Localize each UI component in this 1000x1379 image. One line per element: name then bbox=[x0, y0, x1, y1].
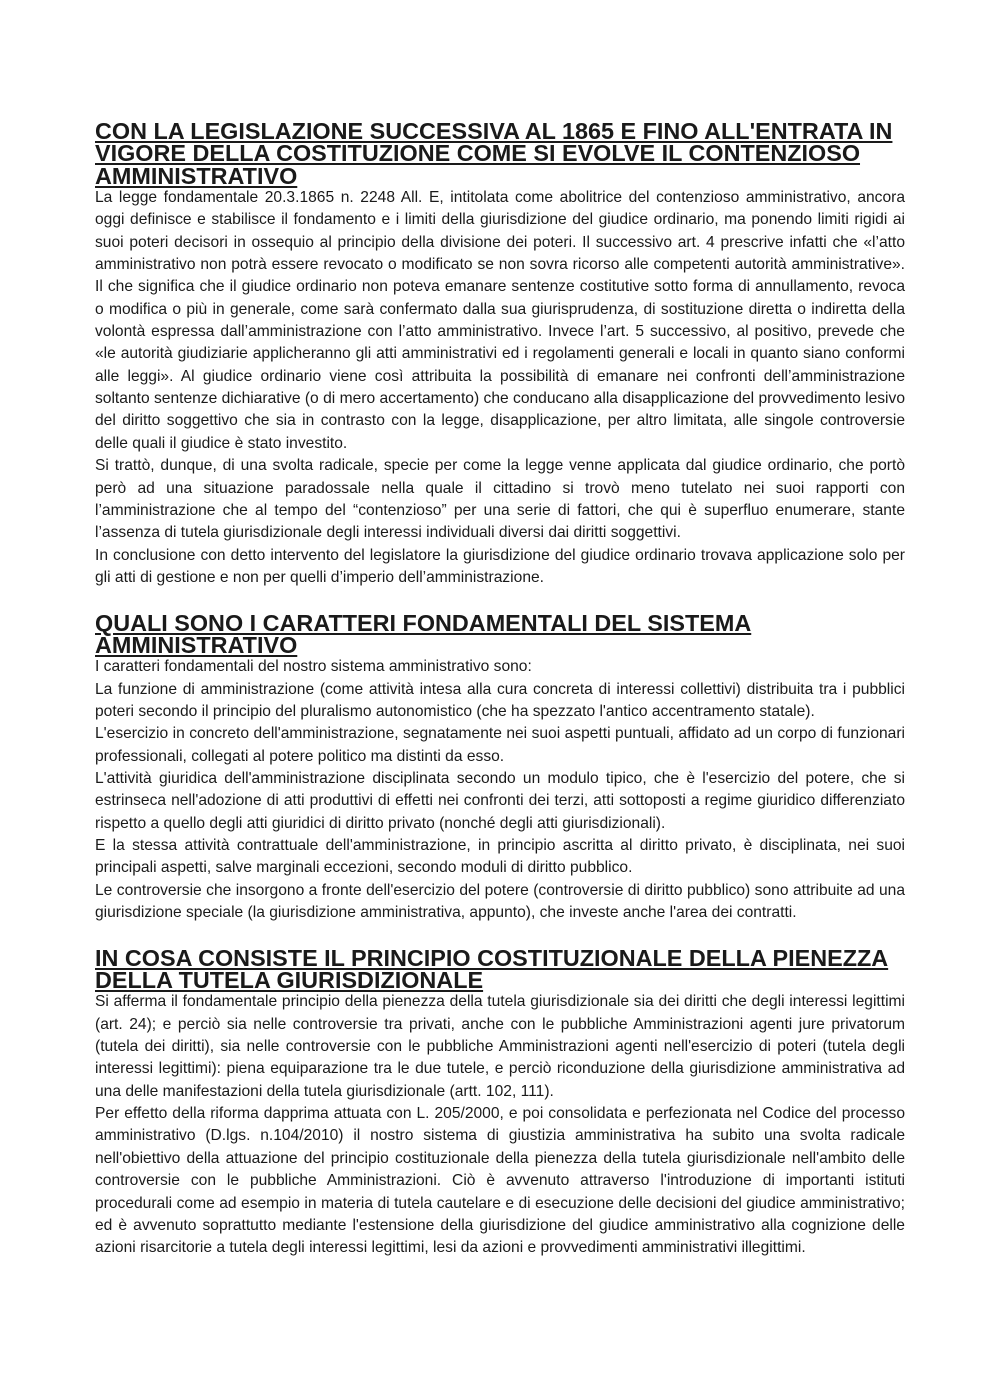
document-page bbox=[95, 120, 905, 1260]
paragraph: E la stessa attività contrattuale dell'amministrazione, in principio ascritta al diritto privato, è disciplinata, nei suoi principali aspetti, salve marginali eccezioni, secondo moduli di diritto pubblico. bbox=[95, 837, 905, 877]
paragraph: In conclusione con detto intervento del legislatore la giurisdizione del giudice ordinario trovava applicazione solo per gli atti di gestione e non per quelli d’imperio dell’amministrazione. bbox=[95, 546, 905, 586]
paragraph: L'attività giuridica dell'amministrazione disciplinata secondo un modulo tipico, che è l'esercizio del potere, che si estrinseca nell'adozione di atti produttivi di effetti nei confronti dei terzi, atti sottoposti a regime giuridico differenziato rispetto a quello degli atti giuridici di diritto privato (nonché degli atti giurisdizionali). bbox=[95, 769, 905, 832]
paragraph: La legge fondamentale 20.3.1865 n. 2248 All. E, intitolata come abolitrice del contenzioso amministrativo, ancora oggi definisce e stabilisce il fondamento e i limiti della giurisdizione del giudice ordinario, ma ponendo limiti rigidi ai suoi poteri decisori in ossequio al principio della divisione dei poteri. Il successivo art. 4 prescrive infatti che «l’atto amministrativo non potrà essere revocato o modificato se non sovra ricorso alle competenti autorità amministrative». Il che significa che il giudice ordinario non poteva emanare sentenze costitutive sotto forma di annullamento, revoca o modifica o più in generale, come sarà confermato dalla sua giurisprudenza, di sostituzione diretta o indiretta della volontà espressa dall’amministrazione con l’atto amministrativo. Invece l’art. 5 successivo, al positivo, prevede che «le autorità giudiziarie applicheranno gli atti amministrativi ed i regolamenti generali e locali in quanto siano conformi alle leggi». Al giudice ordinario viene così attribuita la possibilità di emanare nei confronti dell’amministrazione soltanto sentenze dichiarative (o di mero accertamento) che conducano alla disapplicazione del provvedimento lesivo del diritto soggettivo che sia in contrasto con la legge, disapplicazione, per altro limitata, alle singole controversie delle quali il giudice è stato investito. bbox=[95, 189, 905, 452]
paragraph: La funzione di amministrazione (come attività intesa alla cura concreta di interessi collettivi) distribuita tra i pubblici poteri secondo il principio del pluralismo autonomistico (che ha spezzato l'antico accentramento statale). bbox=[95, 680, 905, 720]
paragraph: I caratteri fondamentali del nostro sistema amministrativo sono: bbox=[95, 658, 532, 676]
paragraph: Le controversie che insorgono a fronte dell'esercizio del potere (controversie di diritto pubblico) sono attribuite ad una giurisdizione speciale (la giurisdizione amministrativa, appunto), che investe anche l'area dei contratti. bbox=[95, 881, 905, 922]
paragraph: Si afferma il fondamentale principio della pienezza della tutela giurisdizionale sia dei diritti che degli interessi legittimi (art. 24); e perciò sia nelle controversie tra privati, anche con le pubbliche Amministrazioni agenti jure privatorum (tutela dei diritti), sia nelle controversie con le pubbliche Amministrazioni agenti nell'esercizio di poteri (tutela degli interessi legittimi): piena equiparazione tra le due tutele, e perciò riconduzione della giurisdizione amministrativa ad una delle manifestazioni della tutela giurisdizionale (artt. 102, 111). bbox=[95, 993, 905, 1100]
section-caratteri-fondamentali bbox=[95, 609, 905, 925]
paragraph: L'esercizio in concreto dell'amministrazione, segnatamente nei suoi aspetti puntuali, affidato ad un corpo di funzionari professionali, collegati al potere politico ma distinti da esso. bbox=[95, 725, 905, 765]
section-heading: IN COSA CONSISTE IL PRINCIPIO COSTITUZIONALE DELLA PIENEZZA DELLA TUTELA GIURISDIZIONALE bbox=[95, 944, 889, 994]
section-pienezza-tutela bbox=[95, 944, 905, 1260]
paragraph: Per effetto della riforma dapprima attuata con L. 205/2000, e poi consolidata e perfezionata nel Codice del processo amministrativo (D.lgs. n.104/2010) il nostro sistema di giustizia amministrativa ha subito una svolta radicale nell'obiettivo della attuazione del principio costituzionale della pienezza della tutela giurisdizionale nell'ambito delle controversie con le pubbliche Amministrazioni. Ciò è avvenuto attraverso l'introduzione di importanti istituti procedurali come ad esempio in materia di tutela cautelare e di esecuzione delle decisioni del giudice amministrativo; ed è avvenuto soprattutto mediante l'estensione della giurisdizione del giudice amministrativo alla cognizione delle azioni risarcitorie a tutela degli interessi legittimi, lesi da azioni e provvedimenti amministrativi illegittimi. bbox=[95, 1105, 905, 1257]
section-contenzioso-amministrativo bbox=[95, 120, 905, 589]
paragraph: Si trattò, dunque, di una svolta radicale, specie per come la legge venne applicata dal giudice ordinario, che portò però ad una situazione paradossale nella quale il cittadino si trovò meno tutelato nei suoi rapporti con l’amministrazione che al tempo del “contenzioso” per una serie di fattori, che qui è superfluo enumerare, stante l’assenza di tutela giurisdizionale degli interessi individuali diversi dai diritti soggettivi. bbox=[95, 457, 905, 542]
section-heading: CON LA LEGISLAZIONE SUCCESSIVA AL 1865 E FINO ALL'ENTRATA IN VIGORE DELLA COSTITUZIONE COME SI EVOLVE IL CONTENZIOSO AMMINISTRATIVO bbox=[95, 118, 893, 189]
section-heading: QUALI SONO I CARATTERI FONDAMENTALI DEL SISTEMA AMMINISTRATIVO bbox=[95, 609, 752, 658]
